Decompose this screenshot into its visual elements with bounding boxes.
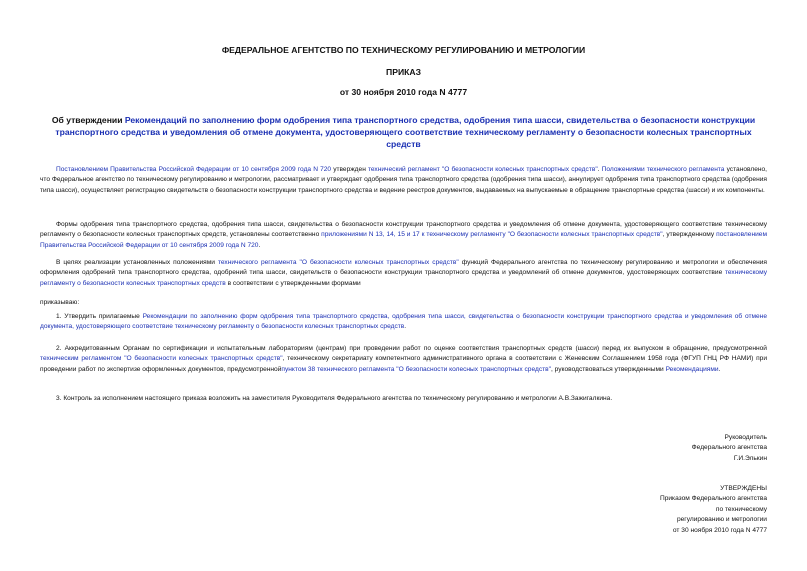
text: в соответствии с утвержденными формами bbox=[225, 279, 361, 287]
link-recommendations-2[interactable]: Рекомендациями bbox=[665, 365, 719, 373]
text: 2. Аккредитованным Органам по сертификации и испытательным лабораториям (центрам) при проведении работ по оценке соответствия транспортных средств (шасси) перед их выпуском в обращение, предусмотренной bbox=[56, 345, 767, 352]
link-decree-720[interactable]: Постановлением Правительства Российской Федерации от 10 сентября 2009 года N 720 bbox=[56, 166, 332, 173]
text: 1. Утвердить прилагаемые bbox=[56, 313, 143, 320]
approved-line-4: регулированию и метрологии bbox=[676, 516, 767, 524]
approved-label: УТВЕРЖДЕНЫ bbox=[720, 485, 767, 492]
approval-block bbox=[660, 484, 767, 536]
doc-date-number: от 30 ноября 2010 года N 4777 bbox=[339, 87, 468, 97]
signature-name: Г.И.Элькин bbox=[733, 454, 767, 462]
paragraph-1 bbox=[40, 165, 767, 196]
order-item-2 bbox=[40, 344, 767, 375]
signature-position: Руководитель bbox=[724, 434, 767, 441]
link-tech-regulation[interactable]: технический регламент "О безопасности колесных транспортных средств" bbox=[367, 166, 598, 173]
agency-heading: ФЕДЕРАЛЬНОЕ АГЕНТСТВО ПО ТЕХНИЧЕСКОМУ РЕГУЛИРОВАНИЮ И МЕТРОЛОГИИ bbox=[221, 45, 586, 55]
link-appendices[interactable]: приложениями N 13, 14, 15 и 17 к техническому регламенту "О безопасности колесных транспортных средств" bbox=[321, 231, 663, 239]
text: утвержден bbox=[331, 166, 368, 173]
link-tech-regulation-2[interactable]: технического регламента "О безопасности колесных транспортных средств" bbox=[217, 259, 459, 266]
text: функций Федерального агентства по техническому регулированию и метрологии и обеспечения оформления одобрений типа транспортного средства, одобрений типа шасси, свидетельств о безопасности конструкции транспортного средства и уведомлений об отмене документов, удостоверяющих соответствие bbox=[40, 259, 768, 277]
link-point-38[interactable]: пунктом 38 технического регламента "О безопасности колесных транспортных средств" bbox=[281, 365, 551, 373]
paragraph-3 bbox=[40, 258, 767, 289]
text: . bbox=[258, 241, 261, 249]
title-link-recommendations[interactable]: Рекомендаций по заполнению форм одобрения типа транспортного средства, одобрения типа шасси, свидетельства о безопасности конструкции транспортного средства и уведомления об отмене документа, удостоверяющего соответствие техническому регламенту о безопасности колесных транспортных средств bbox=[55, 115, 756, 149]
link-tech-regulation-3[interactable]: техническому регламенту о безопасности колесных транспортных средств bbox=[40, 269, 767, 287]
paragraph-2 bbox=[40, 220, 767, 251]
approved-line-3: по техническому bbox=[715, 505, 767, 513]
signature-block bbox=[692, 433, 767, 464]
link-decree-720-2[interactable]: постановлением Правительства Российской Федерации от 10 сентября 2009 года N 720 bbox=[40, 231, 767, 249]
text: установлено, что Федеральное агентство по техническому регулированию и метрологии, рассматривает и утверждает одобрения типа транспортного средства (одобрения типа шасси), аннулирует одобрения типа транспортного средства (одобрения типа шасси), осуществляет регистрацию свидетельств о безопасности конструкции транспортного средства и ведение реестров документов, выдаваемых на выпускаемые в обращение транспортные средства (шасси) и их компоненты. bbox=[40, 166, 768, 194]
link-recommendations[interactable]: Рекомендации по заполнению форм одобрения типа транспортного средства, одобрения типа шасси, свидетельства о безопасности конструкции транспортного средства и уведомления об отмене документа, удостоверяющего соответствие техническому регламенту о безопасности колесных транспортных средств bbox=[40, 313, 767, 331]
text: , техническому секретариату компетентного административного органа в соответствии с Женевским Соглашением 1958 года (ФГУП ГНЦ РФ НАМИ) при проведении работ по экспертизе оформленных документов, предусмотренной bbox=[40, 355, 767, 373]
text: , утвержденному bbox=[662, 231, 717, 239]
document-title bbox=[40, 114, 767, 150]
order-item-3: 3. Контроль за исполнением настоящего приказа возложить на заместителя Руководителя Федерального агентства по техническому регулированию и метрологии А.В.Зажигалкина. bbox=[56, 395, 613, 402]
text: . bbox=[718, 365, 721, 373]
text: Формы одобрения типа транспортного средства, одобрения типа шасси, свидетельства о безопасности конструкции транспортного средства и уведомления об отмене документа, удостоверяющего соответствие техническому регламенту о безопасности колесных транспортных средств, установлены соответственно bbox=[40, 221, 767, 239]
approved-by: Приказом Федерального агентства bbox=[659, 495, 767, 503]
order-word: приказываю: bbox=[40, 299, 80, 306]
order-item-1 bbox=[40, 312, 767, 333]
text: . bbox=[404, 323, 407, 331]
text: , руководствоваться утвержденными bbox=[551, 365, 666, 373]
doc-type-heading: ПРИКАЗ bbox=[386, 67, 421, 77]
approved-date: от 30 ноября 2010 года N 4777 bbox=[672, 526, 767, 534]
text: В целях реализации установленных положениями bbox=[56, 259, 218, 266]
link-regulation-provisions[interactable]: Положениями технического регламента bbox=[601, 166, 725, 173]
title-prefix: Об утверждении bbox=[51, 115, 125, 125]
link-tech-regulation-4[interactable]: техническим регламентом "О безопасности колесных транспортных средств" bbox=[40, 355, 283, 363]
text: . bbox=[597, 166, 602, 173]
signature-agency: Федерального агентства bbox=[691, 444, 767, 452]
